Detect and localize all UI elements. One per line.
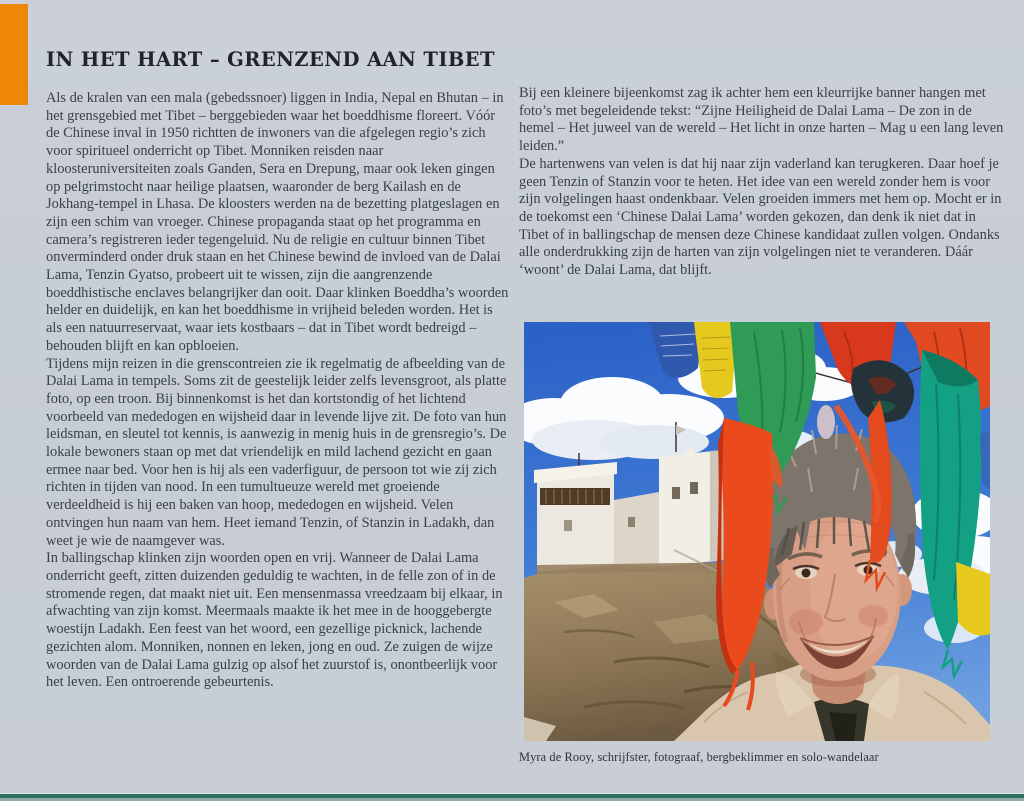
article-column-left	[46, 90, 510, 692]
photo-figure	[519, 322, 990, 765]
accent-bar	[0, 4, 28, 105]
paragraph: Bij een kleinere bijeenkomst zag ik achter hem een kleurrijke banner hangen met foto’s met begeleidende tekst: “Zijne Heiligheid de Dalai Lama – De zon in de hemel – Het juweel van de wereld – Het licht in onze harten – Mag u een lang leven leiden.”	[519, 85, 1004, 155]
paragraph: De hartenwens van velen is dat hij naar zijn vaderland kan terugkeren. Daar hoef je geen Tenzin of Stanzin voor te heten. Het idee van een wereld zonder hem is voor zijn volgelingen haast ondenkbaar. Velen groeiden immers met hem op. Mocht er in de toekomst een ‘Chinese Dalai Lama’ worden gekozen, dan denk ik niet dat in Tibet of in ballingschap de mensen deze Chinese kandidaat zullen volgen. Ondanks alle onderdrukking zijn de harten van zijn volgelingen niet te veranderen. Dáár ‘woont’ de Dalai Lama, dat blijft.	[519, 155, 1002, 279]
page-title: IN HET HART – GRENZEND AAN TIBET	[46, 48, 495, 71]
bottom-rule	[0, 793, 1024, 801]
photo	[524, 322, 990, 741]
paragraph: Als de kralen van een mala (gebedssnoer) liggen in India, Nepal en Bhutan – in het grensgebied met Tibet – berggebieden waar het boeddhisme floreert. Vóór de Chinese inval in 1950 richtten de inwoners van die afgelegen regio’s zich voor spiritueel onderricht op Tibet. Monniken reisden naar kloosteruniversiteiten zoals Ganden, Sera en Drepung, maar ook leken gingen op pelgrimstocht naar heilige plaatsen, waaronder de berg Kailash en de Jokhang-tempel in Lhasa. De kloosters werden na de bezetting platgeslagen en zijn een schim van vroeger. Chinese propaganda staat op het programma en camera’s registreren ieder tegengeluid. Nu de religie en cultuur binnen Tibet onverminderd onder druk staan en het Chinese bewind de invloed van de Dalai Lama, Tenzin Gyatso, probeert uit te wissen, zijn die aangrenzende boeddhistische enclaves belangrijker dan ooit. Daar klinken Boeddha’s woorden helder en duidelijk, en kan het boeddhisme in vrijheid beleden worden. Het is als een natuurreservaat, waar iets kostbaars – dat in Tibet wordt bedreigd – behouden blijft en kan opbloeien.	[46, 90, 509, 354]
article-column-right	[519, 85, 1008, 280]
paragraph: Tijdens mijn reizen in die grenscontreien zie ik regelmatig de afbeelding van de Dalai Lama in tempels. Soms zit de geestelijk leider zelfs levensgroot, als platte foto, op een troon. Bij binnenkomst is het dan kortstondig of het lichtend voorbeeld van mededogen en wijsheid daar in levende lijve zit. De foto van hun leidsman, en sleutel tot kennis, is aanwezig in menig huis in de grensregio’s. De lokale bewoners staan op met dat vriendelijk en mild lachend gezicht en gaan ermee naar bed. Voor hen is hij als een vaderfiguur, de persoon tot wie zij zich richten in tijden van nood. In een tumultueuze wereld met groeiende verdeeldheid is hij een baken van hoop, mededogen en wijsheid. Velen ontvingen hun naam van hem. Heet iemand Tenzin, of Stanzin in Ladakh, dan weet je wie de naamgever was.	[46, 355, 507, 549]
paragraph: In ballingschap klinken zijn woorden open en vrij. Wanneer de Dalai Lama onderricht geeft, zitten duizenden geduldig te wachten, in de felle zon of in de stromende regen, dat maakt niet uit. Een mensenmassa vreedzaam bij elkaar, in afwachting van zijn komst. Meermaals maakte ik het mee in de hooggebergte woestijn Ladakh. Een feest van het woord, een gezellige picknick, lachende gezichten alom. Monniken, nonnen en leken, jong en oud. Ze zuigen de wijze woorden van de Dalai Lama gulzig op alsof het zuurstof is, onontbeerlijk voor het leven. Een ontroerende gebeurtenis.	[46, 550, 503, 691]
photo-caption: Myra de Rooy, schrijfster, fotograaf, bergbeklimmer en solo-wandelaar	[519, 750, 879, 764]
